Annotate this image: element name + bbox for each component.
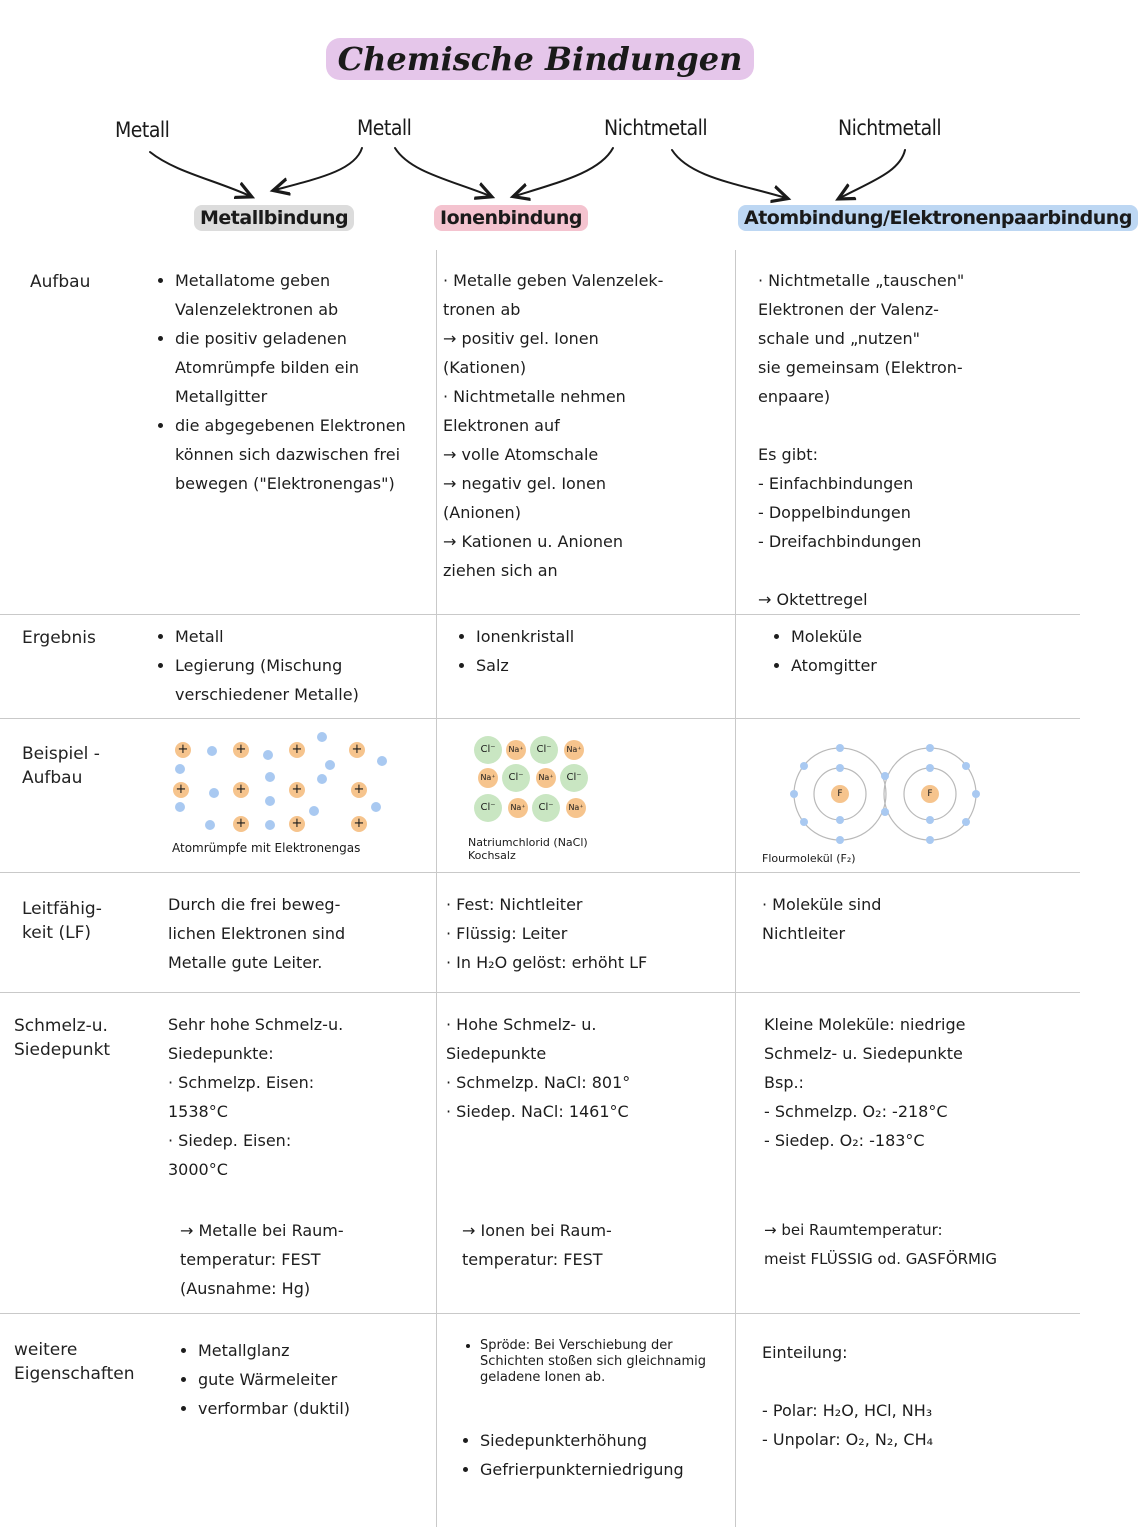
weitere-ionen xyxy=(462,1426,730,1484)
aufbau-atom: · Nichtmetalle „tauschen" Elektronen der Valenz- schale und „nutzen" sie gemeinsam (Elektron- enpaare) Es gibt: - Einfachbindungen - Doppelbindungen - Dreifachbindungen → Oktettregel xyxy=(758,271,965,609)
electron xyxy=(207,746,217,756)
ergebnis-atom xyxy=(773,622,1063,680)
nacl-crystal-diagram xyxy=(474,736,604,826)
electron xyxy=(175,802,185,812)
row-divider xyxy=(0,872,1080,873)
sodium-ion: Na⁺ xyxy=(536,768,556,788)
electron xyxy=(265,796,275,806)
list-item: • Salz xyxy=(476,651,728,680)
electron xyxy=(317,774,327,784)
column-divider xyxy=(436,250,437,1527)
weitere-ionen-sproede xyxy=(462,1338,730,1386)
f2-caption: Flourmolekül (F₂) xyxy=(762,852,856,865)
cation: + xyxy=(289,816,305,832)
cation: + xyxy=(351,816,367,832)
electron xyxy=(371,802,381,812)
arrow-metall1-metallbindung xyxy=(150,152,250,196)
cation: + xyxy=(175,742,191,758)
row-divider xyxy=(0,614,1080,615)
ergebnis-metall xyxy=(157,622,429,709)
bond-metallbindung: Metallbindung xyxy=(194,205,354,231)
weitere-atom: Einteilung: - Polar: H₂O, HCl, NH₃ - Unpolar: O₂, N₂, CH₄ xyxy=(762,1343,934,1449)
schmelz-metall: Sehr hohe Schmelz-u. Siedepunkte: · Schmelzp. Eisen: 1538°C · Siedep. Eisen: 3000°C xyxy=(168,1015,344,1179)
list-item: • Metallatome geben Valenzelektronen ab xyxy=(175,266,429,324)
arrow-metall2-metallbindung xyxy=(275,148,362,190)
electron xyxy=(175,764,185,774)
list-item: • gute Wärmeleiter xyxy=(198,1365,430,1394)
element-metall-2: Metall xyxy=(357,116,412,140)
list-item: • Atomgitter xyxy=(791,651,1063,680)
row-divider xyxy=(0,718,1080,719)
sodium-ion: Na⁺ xyxy=(566,798,586,818)
arrow-nichtmetall1-ionenbindung xyxy=(515,148,613,196)
bond-ionenbindung: Ionenbindung xyxy=(434,205,588,231)
row-label-ergebnis: Ergebnis xyxy=(22,628,96,648)
row-label-schmelz: Schmelz-u. Siedepunkt xyxy=(14,1016,111,1060)
list-item: • Spröde: Bei Verschiebung der Schichten stoßen sich gleichnamig geladene Ionen ab. xyxy=(480,1338,730,1386)
aufbau-ionen: · Metalle geben Valenzelek- tronen ab → positiv gel. Ionen (Kationen) · Nichtmetalle nehmen Elektronen auf → volle Atomschale → negativ gel. Ionen (Anionen) → Kationen u. Anionen ziehen sich an xyxy=(443,271,664,580)
fluorine-symbol: F xyxy=(837,789,843,799)
cation: + xyxy=(233,816,249,832)
aufbau-metall xyxy=(157,266,429,498)
row-label-weitere: weitere Eigenschaften xyxy=(14,1340,135,1384)
cation: + xyxy=(233,742,249,758)
list-item: • Siedepunkterhöhung xyxy=(480,1426,730,1455)
chloride-ion: Cl⁻ xyxy=(474,736,502,764)
bond-atombindung: Atombindung/Elektronenpaarbindung xyxy=(738,205,1138,231)
arrow-metall2-ionenbindung xyxy=(395,148,490,196)
cation: + xyxy=(351,782,367,798)
arrow-nichtmetall2-atombindung xyxy=(840,150,905,198)
chloride-ion: Cl⁻ xyxy=(474,794,502,822)
list-item: • Legierung (Mischung verschiedener Metalle) xyxy=(175,651,429,709)
schmelz-ionen: · Hohe Schmelz- u. Siedepunkte · Schmelzp. NaCl: 801° · Siedep. NaCl: 1461°C xyxy=(446,1015,631,1121)
list-item: • Moleküle xyxy=(791,622,1063,651)
electron xyxy=(317,732,327,742)
element-nichtmetall-2: Nichtmetall xyxy=(838,116,942,140)
element-nichtmetall-1: Nichtmetall xyxy=(604,116,708,140)
sodium-ion: Na⁺ xyxy=(564,740,584,760)
leitfaehigkeit-metall: Durch die frei beweg- lichen Elektronen sind Metalle gute Leiter. xyxy=(168,895,346,972)
page-title: Chemische Bindungen xyxy=(0,40,1080,78)
cation: + xyxy=(289,782,305,798)
column-divider xyxy=(735,250,736,1527)
cation: + xyxy=(289,742,305,758)
electron xyxy=(209,788,219,798)
leitfaehigkeit-atom: · Moleküle sind Nichtleiter xyxy=(762,895,882,943)
list-item: • die positiv geladenen Atomrümpfe bilden ein Metallgitter xyxy=(175,324,429,411)
electron xyxy=(205,820,215,830)
row-label-leitfaehigkeit: Leitfähig- keit (LF) xyxy=(22,899,102,943)
arrow-nichtmetall1-atombindung xyxy=(672,150,786,198)
list-item: • Gefrierpunkterniedrigung xyxy=(480,1455,730,1484)
chloride-ion: Cl⁻ xyxy=(502,764,530,792)
row-divider xyxy=(0,1313,1080,1314)
list-item: • Metall xyxy=(175,622,429,651)
schmelz-atom-note: → bei Raumtemperatur: meist FLÜSSIG od. GASFÖRMIG xyxy=(764,1221,998,1268)
weitere-metall xyxy=(180,1336,430,1423)
cation: + xyxy=(173,782,189,798)
sodium-ion: Na⁺ xyxy=(506,740,526,760)
list-item: • Metallglanz xyxy=(198,1336,430,1365)
fluorine-symbol: F xyxy=(927,789,933,799)
electron xyxy=(309,806,319,816)
row-label-aufbau: Aufbau xyxy=(30,272,91,292)
metal-lattice-caption: Atomrümpfe mit Elektronengas xyxy=(172,841,361,855)
list-item: • Ionenkristall xyxy=(476,622,728,651)
electron xyxy=(265,820,275,830)
sodium-ion: Na⁺ xyxy=(478,768,498,788)
row-label-beispiel: Beispiel - Aufbau xyxy=(22,744,100,788)
electron xyxy=(265,772,275,782)
schmelz-atom: Kleine Moleküle: niedrige Schmelz- u. Siedepunkte Bsp.: - Schmelzp. O₂: -218°C - Siedep. O₂: -183°C xyxy=(764,1015,966,1150)
leitfaehigkeit-ionen: · Fest: Nichtleiter · Flüssig: Leiter · In H₂O gelöst: erhöht LF xyxy=(446,895,648,972)
element-metall-1: Metall xyxy=(115,118,170,142)
electron xyxy=(263,750,273,760)
metal-lattice-diagram xyxy=(165,730,425,838)
row-divider xyxy=(0,992,1080,993)
cation: + xyxy=(349,742,365,758)
chloride-ion: Cl⁻ xyxy=(532,794,560,822)
f2-molecule-diagram xyxy=(780,736,990,852)
electron xyxy=(377,756,387,766)
list-item: • die abgegebenen Elektronen können sich dazwischen frei bewegen ("Elektronengas") xyxy=(175,411,429,498)
nacl-caption: Natriumchlorid (NaCl) Kochsalz xyxy=(468,836,588,862)
chloride-ion: Cl⁻ xyxy=(530,736,558,764)
schmelz-metall-note: → Metalle bei Raum- temperatur: FEST (Ausnahme: Hg) xyxy=(180,1221,344,1298)
sodium-ion: Na⁺ xyxy=(508,798,528,818)
bond-arrows xyxy=(0,0,1080,210)
cation: + xyxy=(233,782,249,798)
list-item: • verformbar (duktil) xyxy=(198,1394,430,1423)
electron xyxy=(325,760,335,770)
schmelz-ionen-note: → Ionen bei Raum- temperatur: FEST xyxy=(462,1221,612,1269)
chloride-ion: Cl⁻ xyxy=(560,764,588,792)
ergebnis-ionen xyxy=(458,622,728,680)
